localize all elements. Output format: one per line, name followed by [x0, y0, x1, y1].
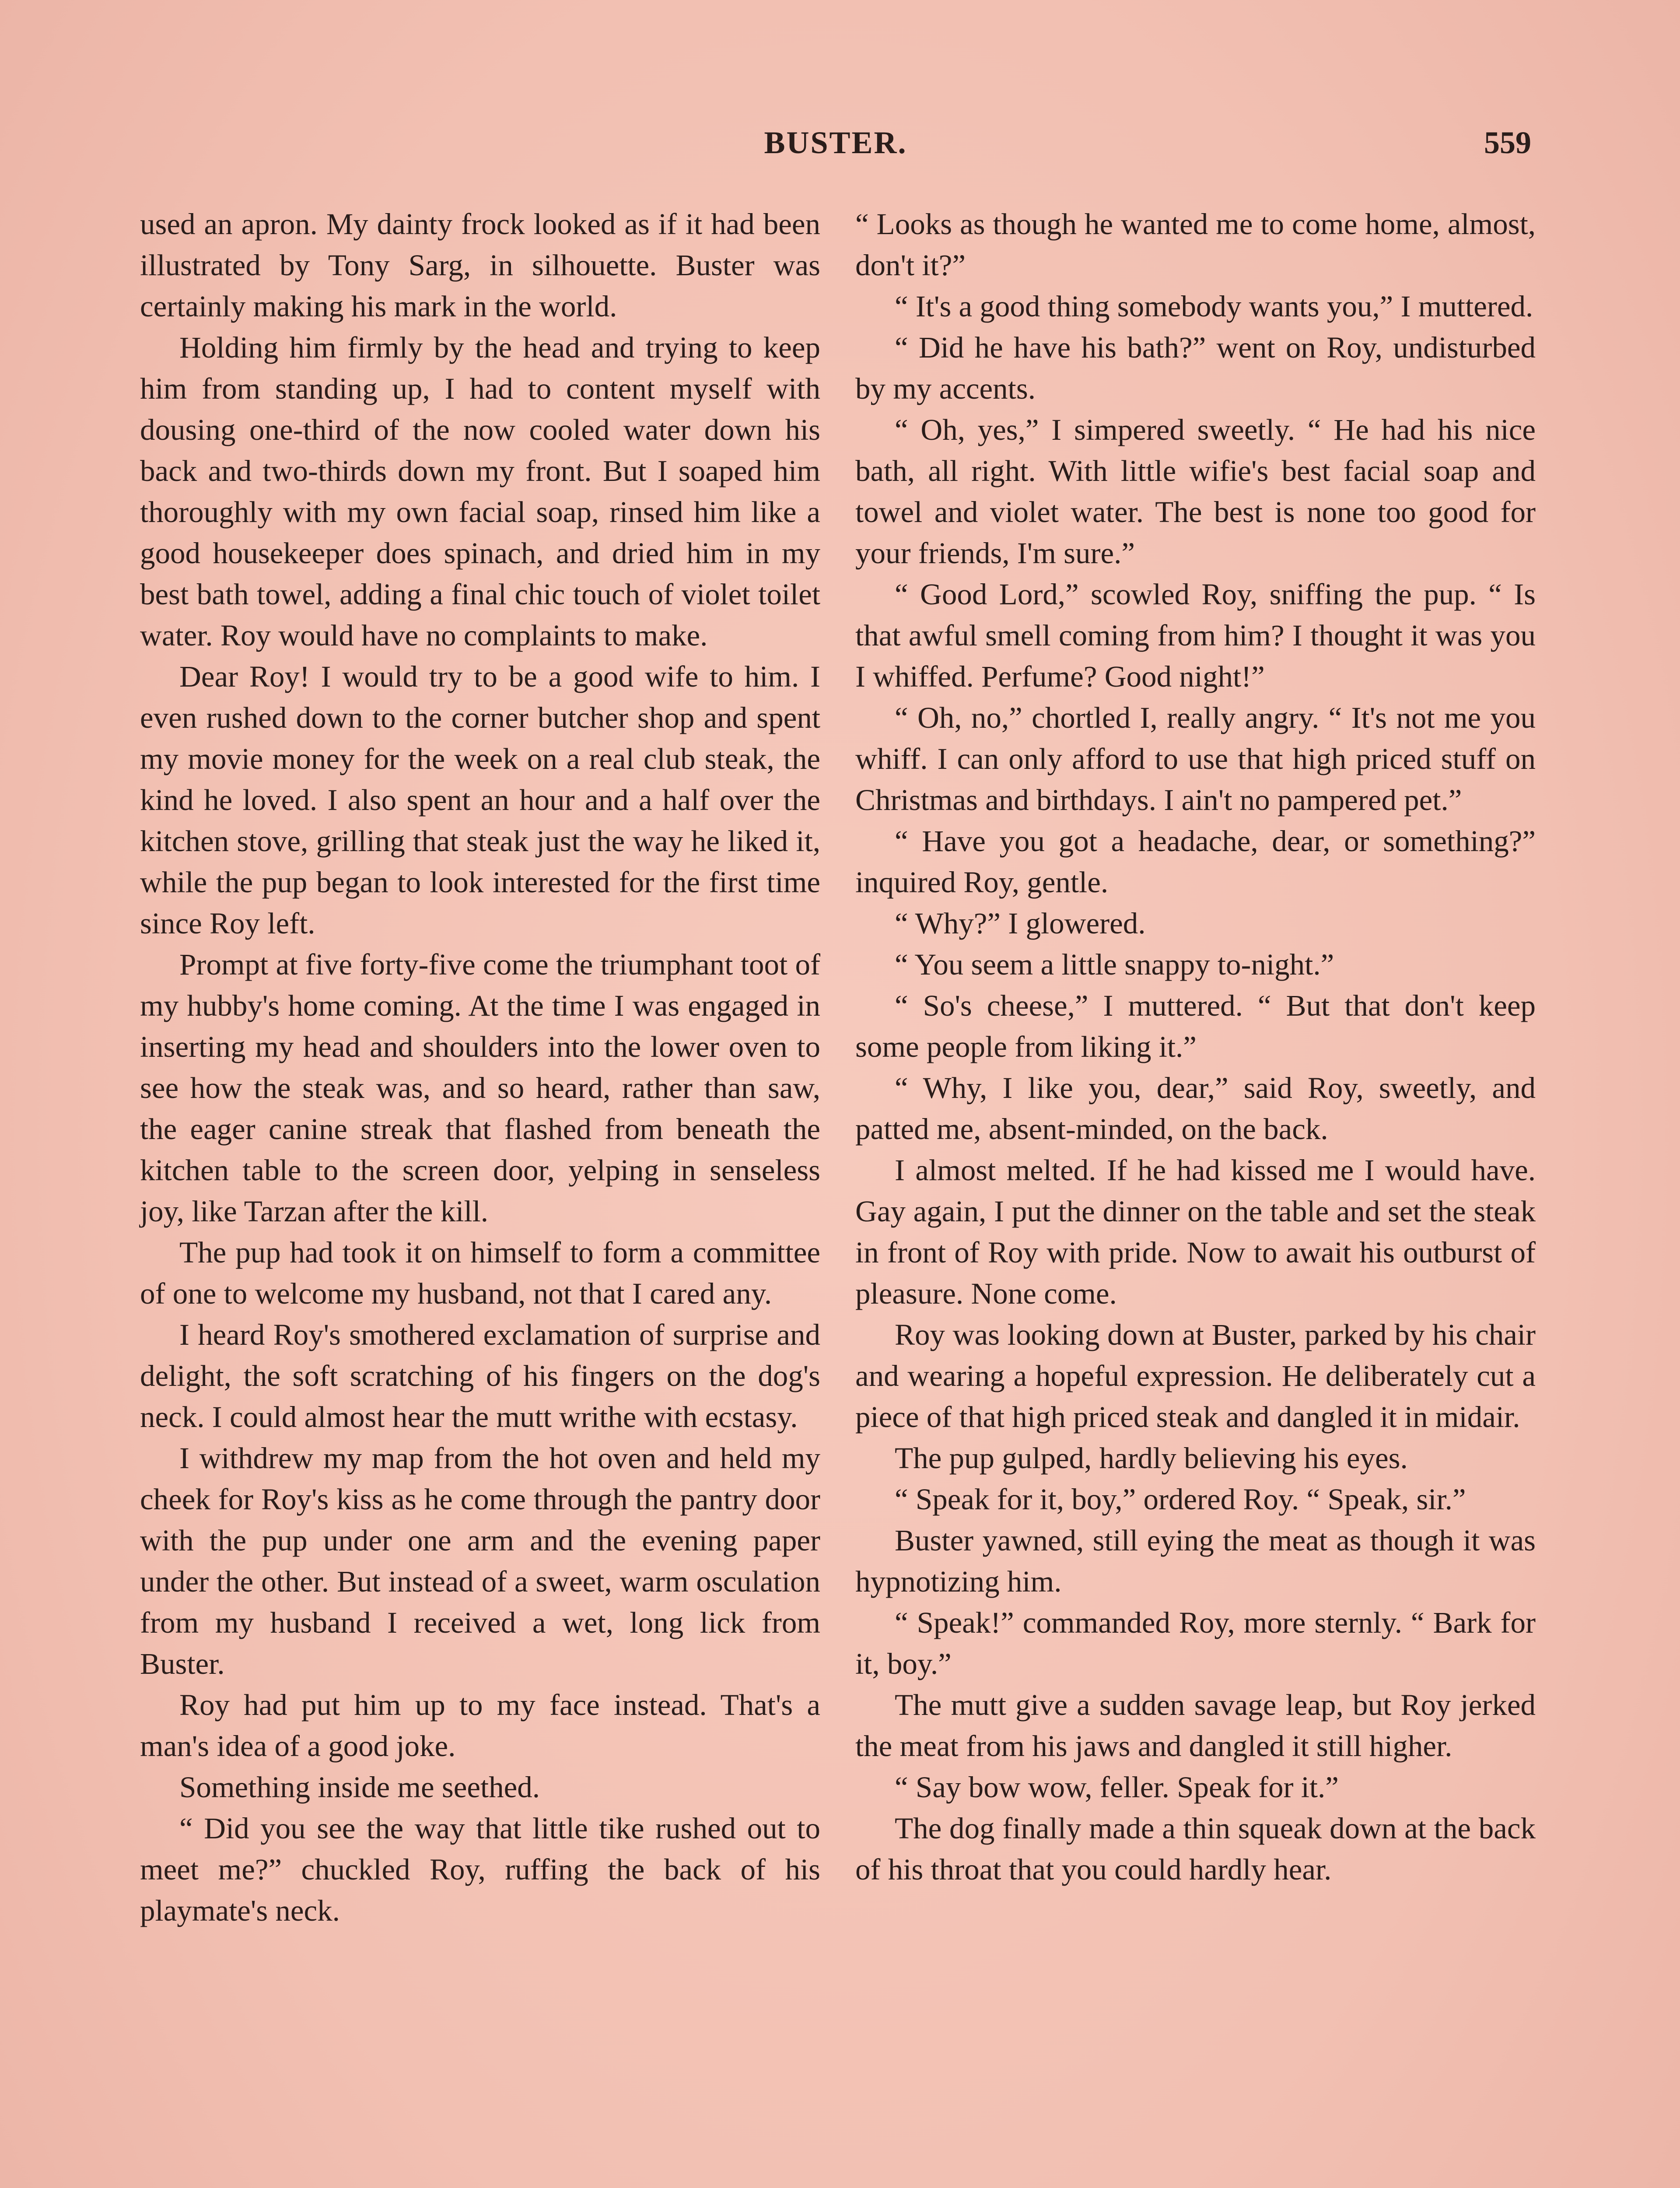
paragraph: “ Why, I like you, dear,” said Roy, sweetly, and patted me, absent-minded, on the back.: [855, 1071, 1536, 1146]
paragraph: The mutt give a sudden savage leap, but Roy jerked the meat from his jaws and dangled it still higher.: [855, 1688, 1536, 1763]
page-header: [140, 125, 1531, 186]
paragraph: The pup gulped, hardly believing his eyes.: [895, 1441, 1408, 1475]
paragraph: “ You seem a little snappy to-night.”: [895, 948, 1334, 981]
running-title: BUSTER.: [764, 125, 907, 160]
paragraph: “ So's cheese,” I muttered. “ But that don't keep some people from liking it.”: [855, 989, 1536, 1063]
paragraph: Holding him firmly by the head and trying to keep him from standing up, I had to content myself with dousing one-third of the now cooled water down his back and two-thirds down my front. But I soaped him thoroughly with my own facial soap, rinsed him like a good housekeeper does spinach, and dried him in my best bath towel, adding a final chic touch of violet toilet water. Roy would have no complaints to make.: [140, 331, 820, 652]
paragraph: “ Why?” I glowered.: [895, 907, 1146, 940]
left-column: [140, 203, 820, 1931]
text-columns: [140, 203, 1536, 1931]
paragraph: “ Speak for it, boy,” ordered Roy. “ Speak, sir.”: [895, 1483, 1466, 1516]
paragraph: “ Speak!” commanded Roy, more sternly. “ Bark for it, boy.”: [855, 1606, 1536, 1680]
paragraph: Roy had put him up to my face instead. That's a man's idea of a good joke.: [140, 1688, 820, 1763]
paragraph: Roy was looking down at Buster, parked by his chair and wearing a hopeful expression. He deliberately cut a piece of that high priced steak and dangled it in midair.: [855, 1318, 1536, 1434]
paragraph: “ It's a good thing somebody wants you,” I muttered.: [895, 290, 1533, 323]
page-number: 559: [1484, 125, 1531, 160]
paragraph: The dog finally made a thin squeak down at the back of his throat that you could hardly hear.: [855, 1812, 1536, 1886]
paragraph: “ Did you see the way that little tike rushed out to meet me?” chuckled Roy, ruffing the back of his playmate's neck.: [140, 1812, 820, 1927]
paragraph: I heard Roy's smothered exclamation of surprise and delight, the soft scratching of his fingers on the dog's neck. I could almost hear the mutt writhe with ecstasy.: [140, 1318, 820, 1434]
paragraph: I almost melted. If he had kissed me I would have. Gay again, I put the dinner on the table and set the steak in front of Roy with pride. Now to await his outburst of pleasure. None come.: [855, 1154, 1536, 1310]
paragraph: “ Oh, no,” chortled I, really angry. “ It's not me you whiff. I can only afford to use that high priced stuff on Christmas and birthdays. I ain't no pampered pet.”: [855, 701, 1536, 817]
paragraph: used an apron. My dainty frock looked as if it had been illustrated by Tony Sarg, in silhouette. Buster was certainly making his mark in the world.: [140, 207, 820, 323]
paragraph: “ Did he have his bath?” went on Roy, undisturbed by my accents.: [855, 331, 1536, 405]
paragraph: “ Have you got a headache, dear, or something?” inquired Roy, gentle.: [855, 824, 1536, 899]
paragraph: “ Say bow wow, feller. Speak for it.”: [895, 1771, 1339, 1804]
paragraph: “ Oh, yes,” I simpered sweetly. “ He had his nice bath, all right. With little wifie's best facial soap and towel and violet water. The best is none too good for your friends, I'm sure.”: [855, 413, 1536, 570]
paragraph: The pup had took it on himself to form a committee of one to welcome my husband, not that I cared any.: [140, 1236, 820, 1310]
paragraph: Something inside me seethed.: [179, 1771, 540, 1804]
paragraph: Buster yawned, still eying the meat as though it was hypnotizing him.: [855, 1524, 1536, 1598]
paragraph: Dear Roy! I would try to be a good wife to him. I even rushed down to the corner butcher shop and spent my movie money for the week on a real club steak, the kind he loved. I also spent an hour and a half over the kitchen stove, grilling that steak just the way he liked it, while the pup began to look interested for the first time since Roy left.: [140, 660, 820, 940]
paragraph: “ Looks as though he wanted me to come home, almost, don't it?”: [855, 207, 1536, 282]
paragraph: I withdrew my map from the hot oven and held my cheek for Roy's kiss as he come through the pantry door with the pup under one arm and the evening paper under the other. But instead of a sweet, warm osculation from my husband I received a wet, long lick from Buster.: [140, 1441, 820, 1680]
paragraph: Prompt at five forty-five come the triumphant toot of my hubby's home coming. At the time I was engaged in inserting my head and shoulders into the lower oven to see how the steak was, and so heard, rather than saw, the eager canine streak that flashed from beneath the kitchen table to the screen door, yelping in senseless joy, like Tarzan after the kill.: [140, 948, 820, 1228]
paragraph: “ Good Lord,” scowled Roy, sniffing the pup. “ Is that awful smell coming from him? I thought it was you I whiffed. Perfume? Good night!”: [855, 578, 1536, 693]
right-column: [855, 203, 1536, 1931]
